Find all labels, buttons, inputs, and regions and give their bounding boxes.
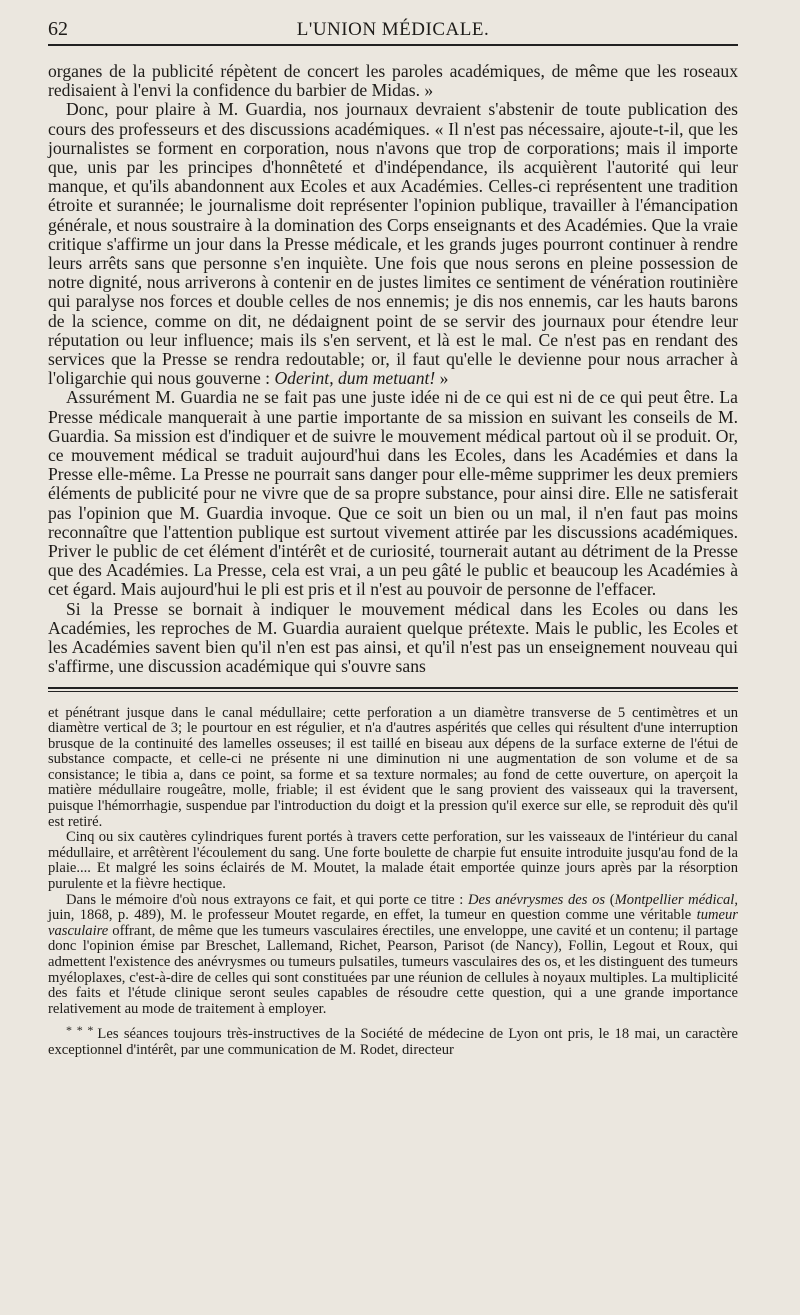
- closing-quote: »: [435, 368, 449, 389]
- footnote-paragraph: Cinq ou six cautères cylindriques furent portés à travers cette perforation, sur les vaisseaux de l'intérieur du canal médullaire, et arrêtèrent l'écoulement du sang. Une forte boulette de charpie fut ensuite introduite jusqu'au fond de la plaie.... Et malgré les soins éclairés de M. Moutet, la malade était emportée quinze jours après par la résorption purulente et la fièvre hectique.: [48, 829, 738, 893]
- main-text: [48, 62, 738, 677]
- footnote-paragraph: * * * Les séances toujours très-instructives de la Société de médecine de Lyon ont pris, le 18 mai, un caractère exceptionnel d'intérêt, par une communication de M. Rodet, directeur: [48, 1023, 738, 1058]
- footnote-paragraph: et pénétrant jusque dans le canal médullaire; cette perforation a un diamètre transverse de 5 centimètres et un diamètre vertical de 3; le pourtour en est régulier, et n'a d'autres aspérités que celles qui résultent d'une interruption brusque de la continuité des lamelles osseuses; il est taillé en biseau aux dépens de la surface externe de l'étui de substance compacte, et celle-ci ne présente ni une diminution ni une augmentation de son volume et de sa consistance; le tibia a, dans ce point, sa forme et sa texture normales; au fond de cette ouverture, on aperçoit la matière médullaire rougeâtre, molle, friable; il est évident que le sang provient des vaisseaux qui la traversent, puisque l'hémorrhagie, suspendue par l'introduction du doigt et la pression qu'il exerce sur elle, se reproduit dès qu'il est retiré.: [48, 704, 738, 830]
- journal-title: Montpellier médical: [614, 891, 735, 908]
- page-header: [48, 18, 738, 46]
- term-italic: tumeur vasculaire: [48, 907, 738, 939]
- paragraph: [48, 100, 738, 388]
- running-title: L'UNION MÉDICALE.: [296, 19, 490, 40]
- memoir-title: Des anévrysmes des os: [467, 891, 606, 908]
- asterism: * * *: [66, 1023, 94, 1038]
- page-number: 62: [48, 18, 68, 40]
- footnote-paragraph: Dans le mémoire d'où nous extrayons ce fait, et qui porte ce titre : Des anévrysmes des os (Montpellier médical, juin, 1868, p. 489), M. le professeur Moutet regarde, en effet, la tumeur en question comme une véritable tumeur vasculaire offrant, de même que les tumeurs vasculaires érectiles, une enveloppe, une cavité et un contenu; il partage donc l'opinion émise par Breschet, Lallemand, Richet, Pearson, Parisot (de Nancy), Follin, Legout et Roux, qui admettent l'existence des anévrysmes ou tumeurs pulsatiles, tumeurs vasculaires des os, et les distinguent des tumeurs myéloplaxes, c'est-à-dire de celles qui sont constituées par une réunion de cellules à noyaux multiples. La multiplicité des faits et l'étude clinique seront seules capables de résoudre cette question, qui a une grande importance relativement au mode de traitement à employer.: [48, 891, 739, 1017]
- paragraph-text: Donc, pour plaire à M. Guardia, nos journaux devraient s'abstenir de toute publication des cours des professeurs et des discussions académiques. « Il n'est pas nécessaire, ajoute-t-il, que les journalistes se forment en corporation, nous n'avons que trop de corporations; mais il importe que, unis par les principes d'honnêteté et d'indépendance, ils acquièrent l'autorité qui leur manque, et qu'ils abandonnent aux Ecoles et aux Académies. Celles-ci représentent une tradition étroite et surannée; le journalisme doit représenter l'opinion publique, travailler à l'émancipation générale, et nous soustraire à la domination des Corps enseignants et des Académies. Que la vraie critique s'affirme un jour dans la Presse médicale, et les grands juges pourront continuer à rendre leurs arrêts sans que personne s'en inquiète. Une fois que nous serons en pleine possession de notre dignité, nous arriverons à contenir en de justes limites ce sentiment de vénération routinière qui paralyse nos forces et double celles de nos ennemis; je dis nos ennemis, car les hauts barons de la science, comme on dit, ne dédaignent point de se servir des journaux pour étendre leur réputation ou leur influence; mais ils s'en servent, et là est le mal. Ce n'est pas en rendant des services que la Presse se rendra redoutable; or, il faut qu'elle le devienne pour nous arracher à l'oligarchie qui nous gouverne :: [48, 99, 738, 389]
- paragraph: organes de la publicité répètent de concert les paroles académiques, de même que les roseaux redisaient à l'envi la confidence du barbier de Midas. »: [48, 61, 738, 101]
- latin-quote: Oderint, dum metuant!: [274, 368, 436, 389]
- footnote-text: [48, 706, 738, 1059]
- paragraph: Assurément M. Guardia ne se fait pas une juste idée ni de ce qui est ni de ce qui peut être. La Presse médicale manquerait à une partie importante de sa mission en suivant les conseils de M. Guardia. Sa mission est d'indiquer et de suivre le mouvement médical partout où il se produit. Or, ce mouvement médical se traduit aujourd'hui dans les Ecoles, dans les Académies et dans la Presse elle-même. La Presse ne pourrait sans danger pour elle-même supprimer les deux premiers éléments de publicité pour ne vivre que de sa propre substance, pour ainsi dire. Elle ne satisferait pas l'opinion que M. Guardia invoque. Que ce soit un bien ou un mal, il n'en faut pas moins reconnaître que l'attention publique est surtout vivement attirée par les discussions académiques. Priver le public de cet élément d'intérêt et de curiosité, tournerait autant au détriment de la Presse que des Académies. La Presse, cela est vrai, a un peu gâté le public et beaucoup les Académies à cet égard. Mais aujourd'hui le pli est pris et il n'est au pouvoir de personne de l'effacer.: [48, 387, 738, 600]
- paragraph: Si la Presse se bornait à indiquer le mouvement médical dans les Ecoles ou dans les Académies, les reproches de M. Guardia auraient quelque prétexte. Mais le public, les Ecoles et les Académies savent bien qu'il n'en est pas ainsi, et qu'il n'est pas un enseignement nouveau qui s'affirme, une discussion académique qui s'ouvre sans: [48, 598, 738, 677]
- footnote-separator: [48, 687, 738, 692]
